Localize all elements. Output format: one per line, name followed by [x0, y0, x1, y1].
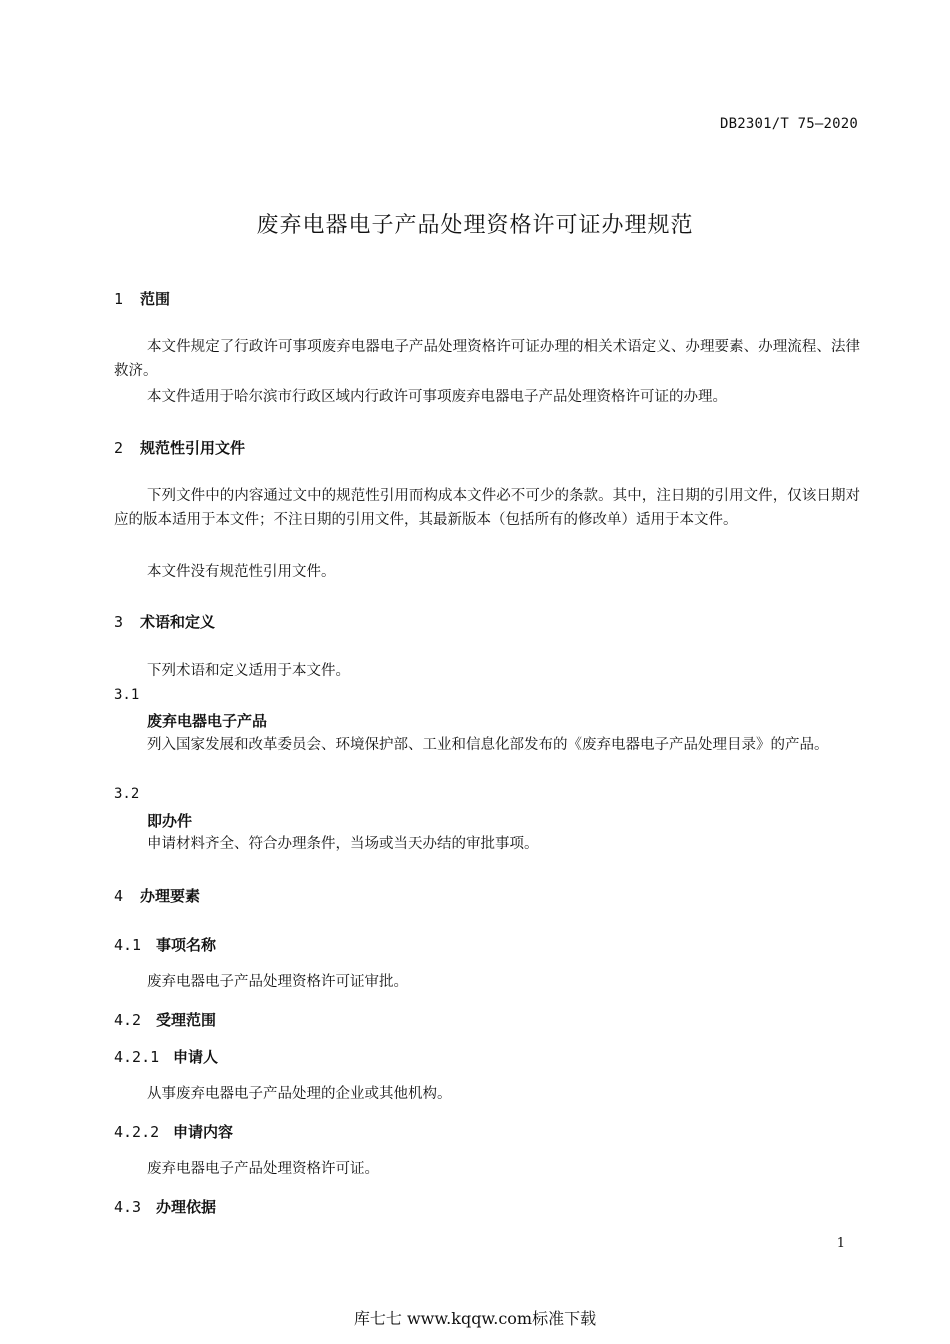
- section-title: 办理要素: [140, 887, 201, 905]
- term-3-2-number: 3.2: [114, 786, 140, 802]
- section-number: 4.3: [114, 1198, 142, 1216]
- section-number: 1: [114, 290, 124, 308]
- section-number: 4.2.1: [114, 1048, 160, 1066]
- term-3-2-name: 即办件: [147, 812, 193, 830]
- section-title: 规范性引用文件: [140, 439, 246, 457]
- term-3-1-name: 废弃电器电子产品: [147, 712, 268, 730]
- section-2-paragraph-1: 下列文件中的内容通过文中的规范性引用而构成本文件必不可少的条款。其中，注日期的引用文件，仅该日期对应的版本适用于本文件；不注日期的引用文件，其最新版本（包括所有的修改单）适用于本文件。: [114, 488, 860, 528]
- footer-watermark: 库七七 www.kqqw.com标准下载: [353, 1309, 597, 1328]
- section-number: 4.2: [114, 1011, 142, 1029]
- section-2-heading: [114, 437, 245, 458]
- term-3-1-number: 3.1: [114, 687, 140, 703]
- section-title: 术语和定义: [140, 613, 216, 631]
- section-1-paragraph-2: 本文件适用于哈尔滨市行政区域内行政许可事项废弃电器电子产品处理资格许可证的办理。: [147, 389, 727, 405]
- section-2-paragraph-2: 本文件没有规范性引用文件。: [147, 564, 336, 580]
- section-1-heading: [114, 288, 170, 309]
- section-4-1-heading: [114, 934, 216, 955]
- document-code: DB2301/T 75—2020: [719, 116, 858, 132]
- section-number: 4.2.2: [114, 1123, 160, 1141]
- section-1-paragraph-1: 本文件规定了行政许可事项废弃电器电子产品处理资格许可证办理的相关术语定义、办理要素、办理流程、法律救济。: [114, 339, 860, 379]
- section-number: 2: [114, 439, 124, 457]
- term-3-2-definition: 申请材料齐全、符合办理条件，当场或当天办结的审批事项。: [147, 836, 539, 852]
- section-title: 申请内容: [173, 1123, 234, 1141]
- section-number: 4.1: [114, 936, 142, 954]
- document-title: 废弃电器电子产品处理资格许可证办理规范: [256, 213, 694, 238]
- section-4-2-2-paragraph: 废弃电器电子产品处理资格许可证。: [147, 1161, 379, 1177]
- section-title: 办理依据: [156, 1198, 217, 1216]
- section-3-paragraph-1: 下列术语和定义适用于本文件。: [147, 663, 350, 679]
- section-4-2-2-heading: [114, 1121, 233, 1142]
- section-4-1-paragraph: 废弃电器电子产品处理资格许可证审批。: [147, 974, 408, 990]
- section-number: 4: [114, 887, 124, 905]
- section-number: 3: [114, 613, 124, 631]
- section-4-2-heading: [114, 1009, 216, 1030]
- term-3-1-definition: 列入国家发展和改革委员会、环境保护部、工业和信息化部发布的《废弃电器电子产品处理目录》的产品。: [147, 737, 829, 753]
- page-number: 1: [836, 1236, 845, 1251]
- section-4-3-heading: [114, 1196, 216, 1217]
- section-4-2-1-paragraph: 从事废弃电器电子产品处理的企业或其他机构。: [147, 1086, 452, 1102]
- section-4-heading: [114, 885, 200, 906]
- section-title: 范围: [140, 290, 171, 308]
- section-3-heading: [114, 611, 215, 632]
- section-title: 事项名称: [156, 936, 217, 954]
- section-title: 受理范围: [156, 1011, 217, 1029]
- section-4-2-1-heading: [114, 1046, 218, 1067]
- section-title: 申请人: [173, 1048, 219, 1066]
